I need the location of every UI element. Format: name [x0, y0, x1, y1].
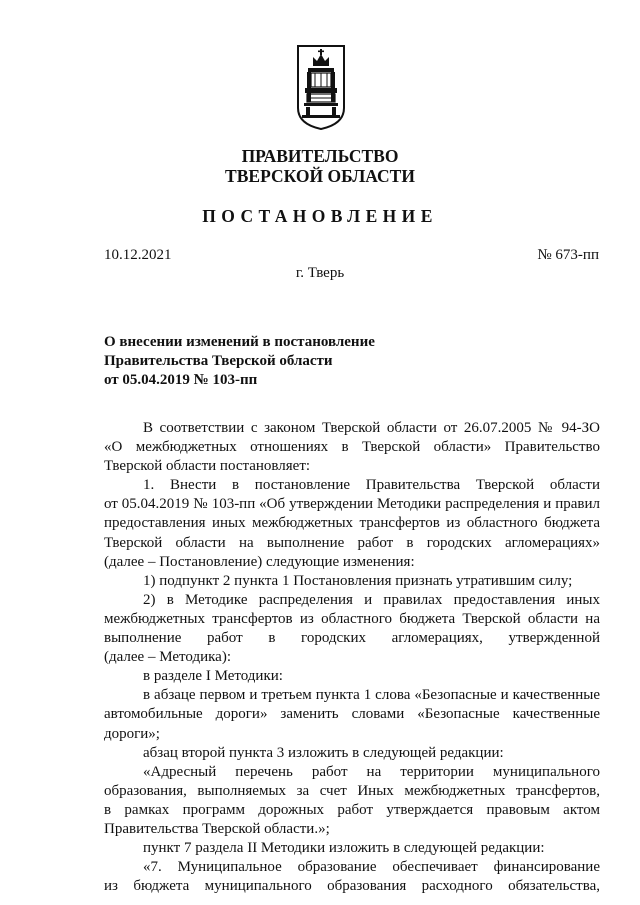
subject-line: Правительства Тверской области [104, 353, 333, 369]
body-line: 2) в Методике распределения и правилах предоставления иных [143, 591, 600, 608]
body-line: Правительства Тверской области.»; [104, 820, 330, 837]
document-subject [104, 333, 375, 390]
body-line: дороги»; [104, 725, 160, 742]
government-name-line1: ПРАВИТЕЛЬСТВО [241, 146, 399, 166]
body-line: В соответствии с законом Тверской области от 26.07.2005 № 94-ЗО [143, 420, 600, 436]
body-line: в рамках программ дорожных работ утверждается правовым актом [104, 801, 600, 818]
tver-coat-of-arms-icon [296, 44, 346, 130]
body-line: Тверской области на выполнение работ в городских агломерациях» [104, 534, 600, 551]
body-line: «О межбюджетных отношениях в Тверской области» Правительство [104, 439, 600, 456]
subject-line: О внесении изменений в постановление [104, 334, 375, 350]
body-line: абзац второй пункта 3 изложить в следующей редакции: [143, 744, 504, 761]
body-line: Тверской области постановляет: [104, 458, 311, 475]
body-line: межбюджетных трансфертов из областного бюджета Тверской области на [104, 610, 600, 627]
body-line: от 05.04.2019 № 103-пп «Об утверждении Методики распределения и правил [104, 496, 600, 513]
body-line: (далее – Методика): [104, 649, 231, 666]
document-type-title: ПОСТАНОВЛЕНИЕ [202, 206, 438, 226]
document-number: № 673-пп [537, 247, 599, 263]
document-city: г. Тверь [295, 265, 345, 281]
body-line: «7. Муниципальное образование обеспечивает финансирование [143, 859, 600, 876]
government-name-line2: ТВЕРСКОЙ ОБЛАСТИ [225, 166, 415, 186]
body-line: 1. Внести в постановление Правительства Тверской области [143, 477, 600, 494]
document-date: 10.12.2021 [104, 247, 172, 263]
document-body [104, 419, 600, 896]
body-line: из бюджета муниципального образования расходного обязательства, [104, 878, 600, 895]
body-line: (далее – Постановление) следующие изменения: [104, 553, 415, 570]
subject-line: от 05.04.2019 № 103-пп [104, 372, 258, 388]
body-line: «Адресный перечень работ на территории муниципального [143, 763, 600, 780]
body-line: пункт 7 раздела II Методики изложить в следующей редакции: [143, 840, 545, 857]
body-line: 1) подпункт 2 пункта 1 Постановления признать утратившим силу; [143, 572, 573, 589]
body-line: образования, выполняемых за счет Иных межбюджетных трансфертов, [104, 782, 600, 799]
body-line: в абзаце первом и третьем пункта 1 слова «Безопасные и качественные [143, 687, 600, 704]
body-line: предоставления иных межбюджетных трансфертов из областного бюджета [104, 515, 600, 532]
body-line: в разделе I Методики: [143, 668, 283, 685]
body-line: выполнение работ в городских агломерациях, утвержденной [104, 630, 600, 647]
body-line: автомобильные дороги» заменить словами «Безопасные качественные [104, 706, 600, 723]
